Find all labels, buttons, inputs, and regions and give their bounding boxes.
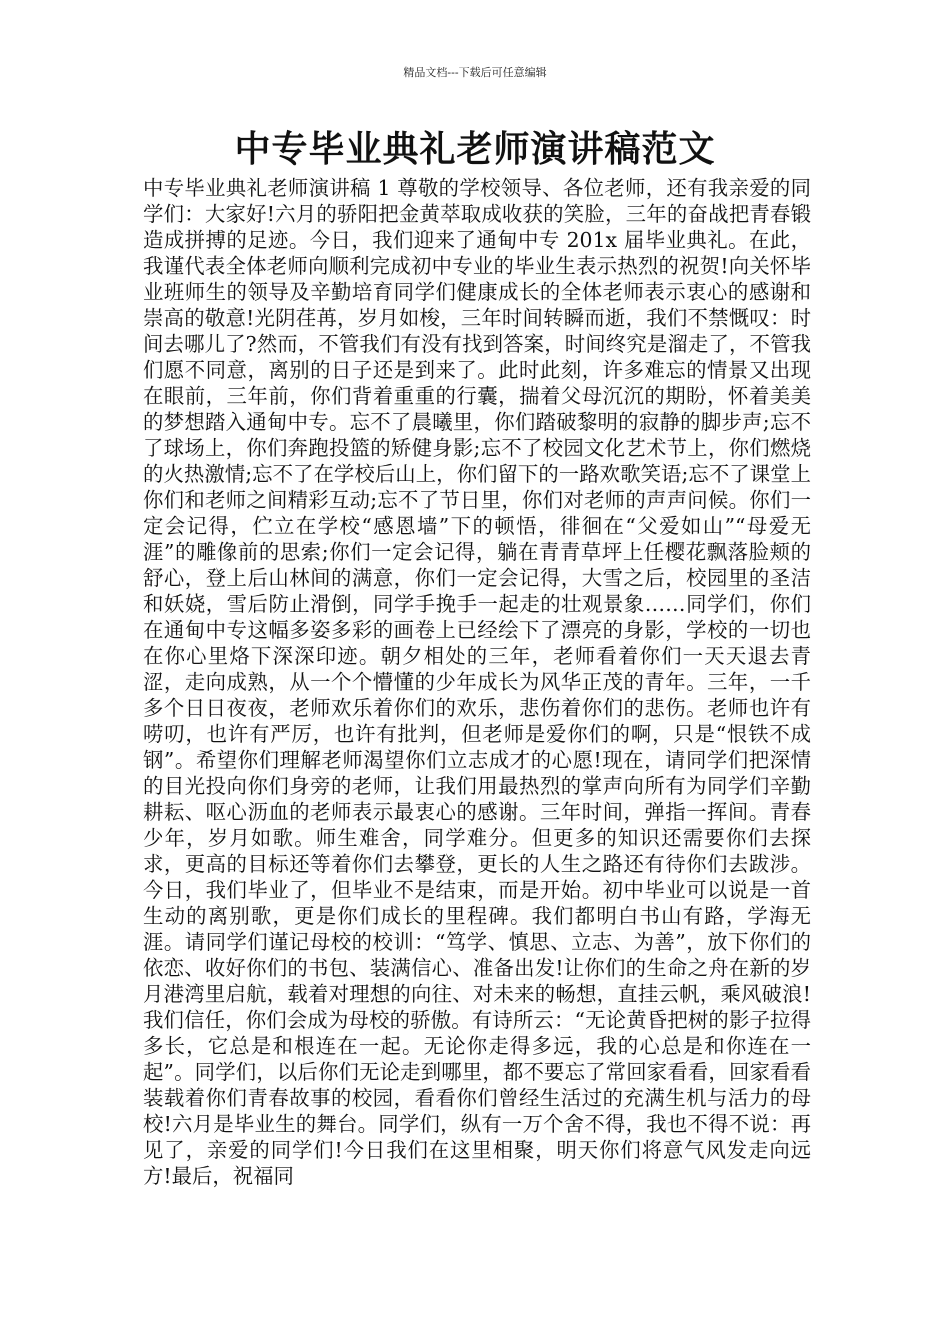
document-title: 中专毕业典礼老师演讲稿范文 (234, 129, 716, 170)
page-header: 精品文档---下载后可任意编辑 (403, 66, 547, 79)
document-body: 中专毕业典礼老师演讲稿 1 尊敬的学校领导、各位老师，还有我亲爱的同学们：大家好!六月的骄阳把金黄萃取成收获的笑脸，三年的奋战把青春锻造成拼搏的足迹。今日，我们迎来了通甸中专 201x 届毕业典礼。在此，我谨代表全体老师向顺利完成初中专业的毕业生表示热烈的祝贺!向关怀毕业班师生的领导及辛勤培育同学们健康成长的全体老师表示衷心的感谢和崇高的敬意!光阴荏苒，岁月如梭，三年时间转瞬而逝，我们不禁慨叹：时间去哪儿了?然而，不管我们有没有找到答案，时间终究是溜走了，不管我们愿不同意，离别的日子还是到来了。此时此刻，许多难忘的情景又出现在眼前，三年前，你们背着重重的行囊，揣着父母沉沉的期盼，怀着美美的梦想踏入通甸中专。忘不了晨曦里，你们踏破黎明的寂静的脚步声;忘不了球场上，你们奔跑投篮的矫健身影;忘不了校园文化艺术节上，你们燃烧的火热激情;忘不了在学校后山上，你们留下的一路欢歌笑语;忘不了课堂上你们和老师之间精彩互动;忘不了节日里，你们对老师的声声问候。你们一定会记得，伫立在学校“感恩墙”下的顿悟，徘徊在“父爱如山”“母爱无涯”的雕像前的思索;你们一定会记得，躺在青青草坪上任樱花飘落脸颊的舒心，登上后山林间的满意，你们一定会记得，大雪之后，校园里的圣洁和妖娆，雪后防止滑倒，同学手挽手一起走的壮观景象……同学们，你们在通甸中专这幅多姿多彩的画卷上已经绘下了漂亮的身影，学校的一切也在你心里烙下深深印迹。朝夕相处的三年，老师看着你们一天天退去青涩，走向成熟，从一个个懵懂的少年成长为风华正茂的青年。三年，一千多个日日夜夜，老师欢乐着你们的欢乐，悲伤着你们的悲伤。老师也许有唠叨，也许有严厉，也许有批判，但老师是爱你们的啊，只是“恨铁不成钢”。希望你们理解老师渴望你们立志成才的心愿!现在，请同学们把深情的目光投向你们身旁的老师，让我们用最热烈的掌声向所有为同学们辛勤耕耘、呕心沥血的老师表示最衷心的感谢。三年时间，弹指一挥间。青春少年，岁月如歌。师生难舍，同学难分。但更多的知识还需要你们去探求，更高的目标还等着你们去攀登，更长的人生之路还有待你们去跋涉。今日，我们毕业了，但毕业不是结束，而是开始。初中毕业可以说是一首生动的离别歌，更是你们成长的里程碑。我们都明白书山有路，学海无涯。请同学们谨记母校的校训：“笃学、慎思、立志、为善”，放下你们的依恋、收好你们的书包、装满信心、准备出发!让你们的生命之舟在新的岁月港湾里启航，载着对理想的向往、对未来的畅想，直挂云帆，乘风破浪!我们信任，你们会成为母校的骄傲。有诗所云：“无论黄昏把树的影子拉得多长，它总是和根连在一起。无论你走得多远，我的心总是和你连在一起”。同学们，以后你们无论走到哪里，都不要忘了常回家看看，回家看看装载着你们青春故事的校园，看看你们曾经生活过的充满生机与活力的母校!六月是毕业生的舞台。同学们，纵有一万个舍不得，我也不得不说：再见了，亲爱的同学们!今日我们在这里相聚，明天你们将意气风发走向远方!最后，祝福同 (143, 176, 811, 1188)
